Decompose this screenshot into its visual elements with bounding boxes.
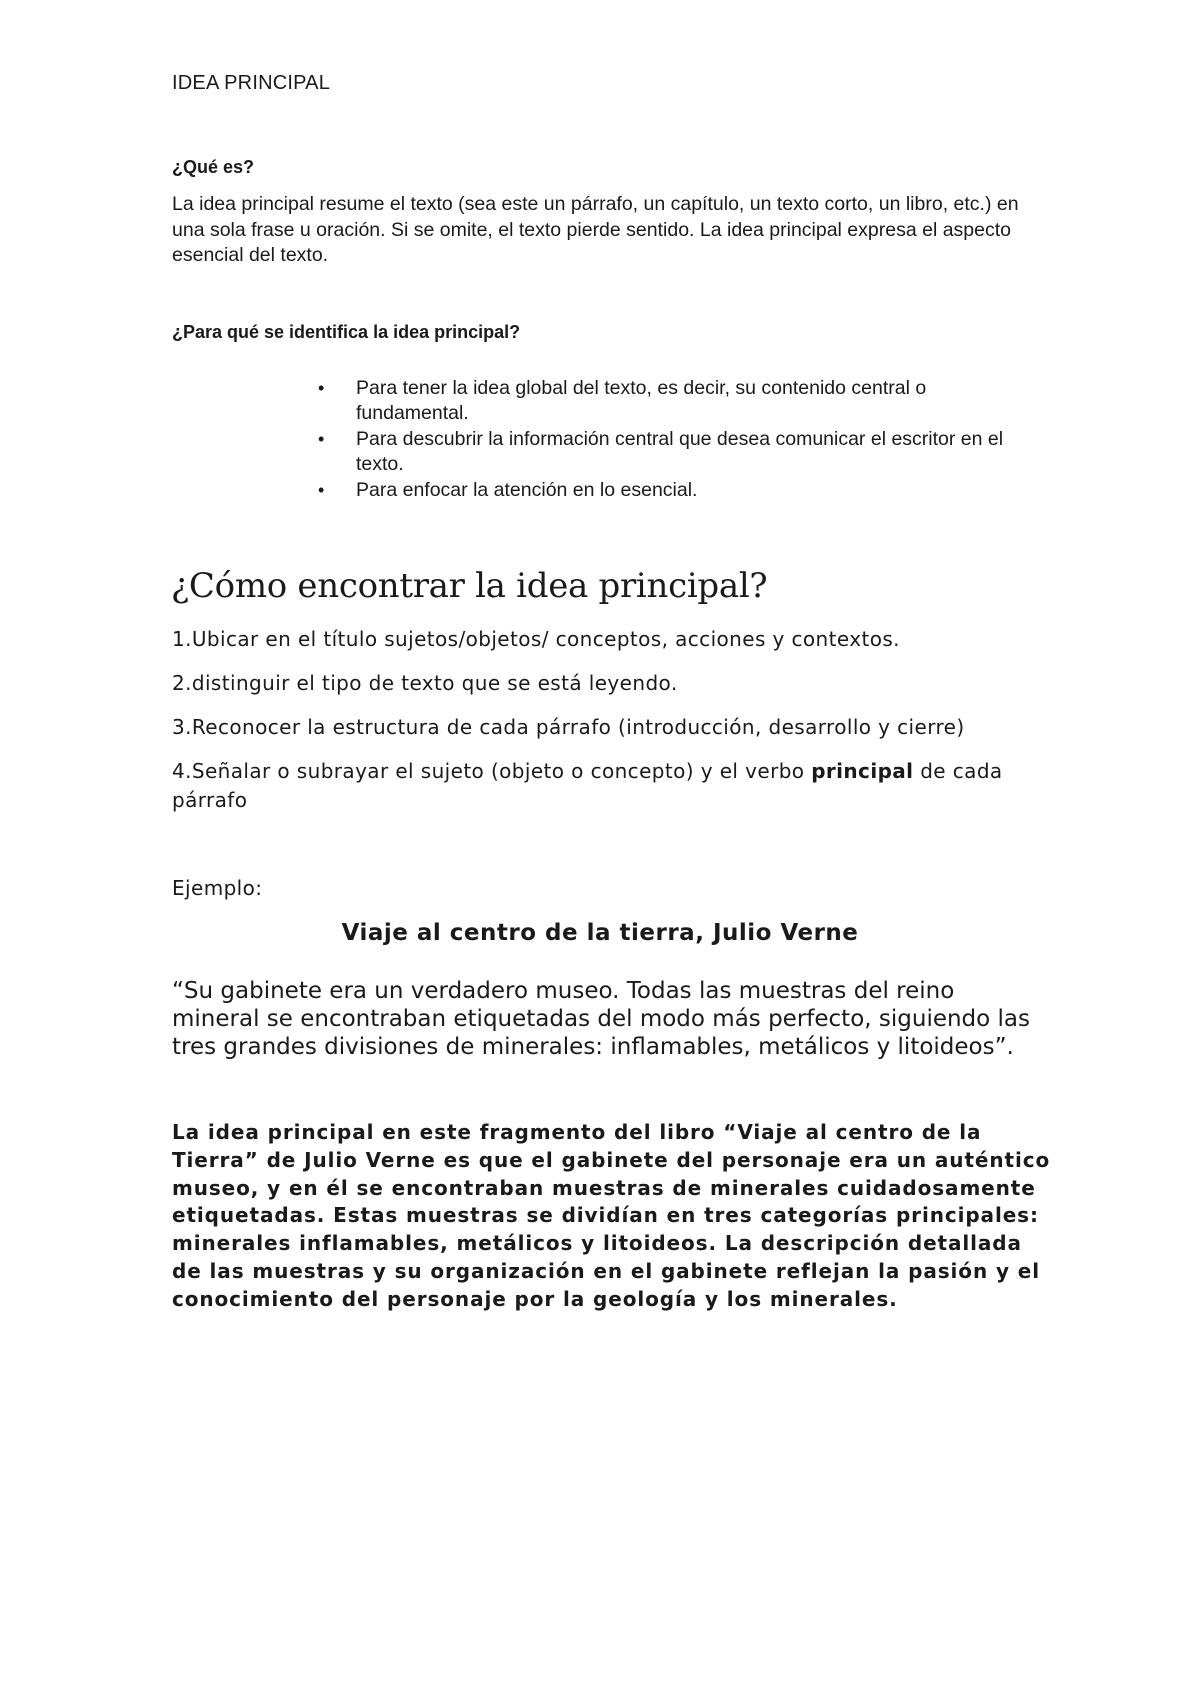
how-to-find-heading: ¿Cómo encontrar la idea principal? — [171, 566, 768, 606]
bullet-icon: • — [318, 429, 325, 449]
definition-paragraph: La idea principal resume el texto (sea este un párrafo, un capítulo, un texto corto, un libro, etc.) en una sola frase u oración. Si se omite, el texto pierde sentido. La idea principal expresa el aspecto esencial del texto. — [172, 193, 1019, 266]
purpose-list-item — [316, 427, 1036, 476]
step-text: de cada párrafo — [172, 759, 1003, 812]
step-bold-word: principal — [811, 759, 914, 783]
step-item: 2.distinguir el tipo de texto que se está leyendo. — [172, 671, 678, 695]
purpose-text: Para tener la idea global del texto, es decir, su contenido central o fundamental. — [356, 377, 927, 424]
question-what-is-heading: ¿Qué es? — [172, 157, 255, 177]
example-label: Ejemplo: — [172, 876, 263, 900]
step-item: 3.Reconocer la estructura de cada párrafo (introducción, desarrollo y cierre) — [172, 715, 965, 739]
purpose-text: Para enfocar la atención en lo esencial. — [356, 479, 698, 501]
purpose-list-item — [316, 376, 1036, 425]
example-analysis-paragraph: La idea principal en este fragmento del libro “Viaje al centro de la Tierra” de Julio Verne es que el gabinete del personaje era un auténtico museo, y en él se encontraban muestras de minerales cuidadosamente etiquetadas. Estas muestras se dividían en tres categorías principales: minerales inflamables, metálicos y litoideos. La descripción detallada de las muestras y su organización en el gabinete reflejan la pasión y el conocimiento del personaje por la geología y los minerales. — [172, 1120, 1051, 1311]
step-item: 1.Ubicar en el título sujetos/objetos/ conceptos, acciones y contextos. — [172, 627, 900, 651]
step-text: 4.Señalar o subrayar el sujeto (objeto o concepto) y el verbo — [172, 759, 812, 783]
bullet-icon: • — [318, 480, 325, 500]
question-why-identify-heading: ¿Para qué se identifica la idea principal? — [172, 322, 521, 342]
step-item — [172, 757, 1052, 815]
example-quote: “Su gabinete era un verdadero museo. Todas las muestras del reino mineral se encontraban etiquetadas del modo más perfecto, siguiendo las tres grandes divisiones de minerales: inflamables, metálicos y litoideos”. — [172, 978, 1031, 1060]
purpose-list-item — [316, 478, 1036, 503]
bullet-icon: • — [318, 378, 325, 398]
steps-list — [172, 625, 1052, 830]
purpose-list — [316, 376, 1036, 505]
example-book-title: Viaje al centro de la tierra, Julio Verne — [341, 920, 859, 946]
purpose-text: Para descubrir la información central que desea comunicar el escritor en el texto. — [356, 428, 1004, 475]
document-title: IDEA PRINCIPAL — [172, 72, 331, 94]
